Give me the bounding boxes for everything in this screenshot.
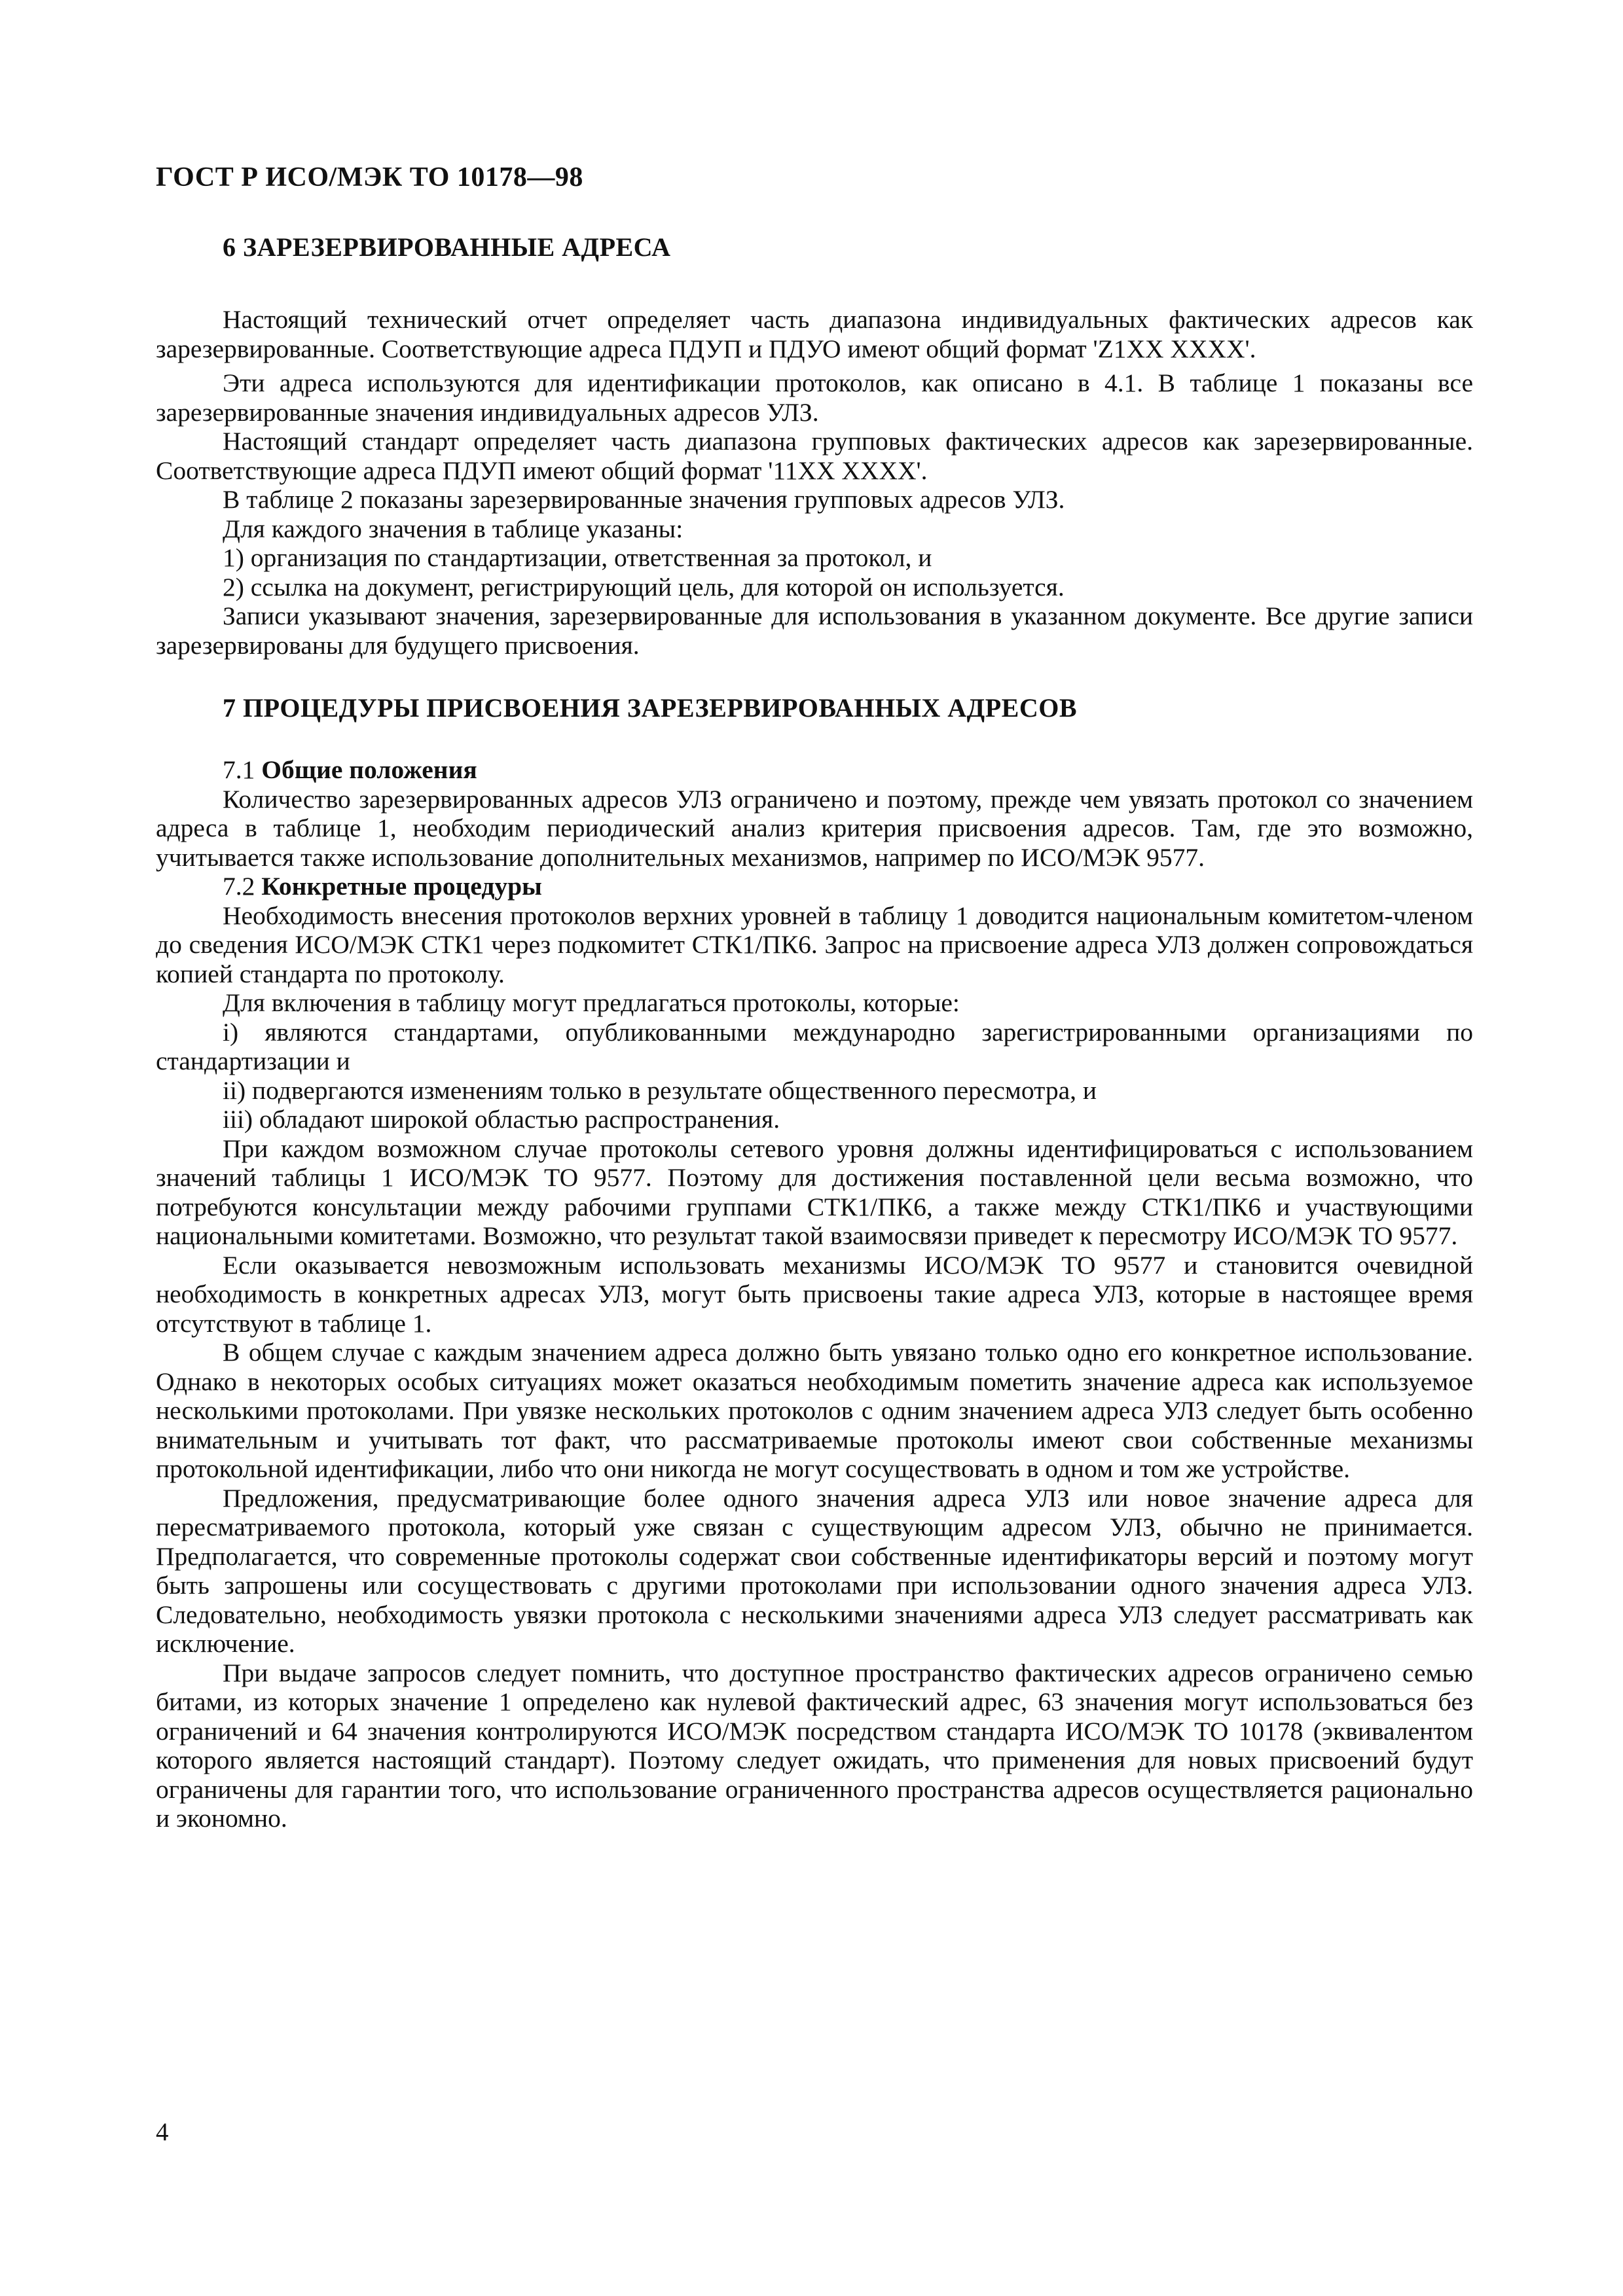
page-number: 4 <box>156 2118 169 2146</box>
subsection-7-2-heading <box>156 872 1473 901</box>
document-header: ГОСТ Р ИСО/МЭК ТО 10178—98 <box>156 162 583 192</box>
section-6-title: 6 ЗАРЕЗЕРВИРОВАННЫЕ АДРЕСА <box>223 232 671 262</box>
section-7-title: 7 ПРОЦЕДУРЫ ПРИСВОЕНИЯ ЗАРЕЗЕРВИРОВАННЫХ АДРЕСОВ <box>223 693 1077 723</box>
section-7-2-list-item: iii) обладают широкой областью распространения. <box>223 1105 780 1134</box>
section-7-2-paragraph: Для включения в таблицу могут предлагаться протоколы, которые: <box>223 988 960 1017</box>
section-7-2-paragraph: При каждом возможном случае протоколы сетевого уровня должны идентифицироваться с использованием значений таблицы 1 ИСО/МЭК ТО 9577. Поэтому для достижения поставленной цели весьма возможно, что потребуются консультации между рабочими группами СТК1/ПК6, а также между СТК1/ПК6 и участвующими национальными комитетами. Возможно, что результат такой взаимосвязи приведет к пересмотру ИСО/МЭК ТО 9577. <box>156 1134 1473 1250</box>
section-7-2-paragraph: Необходимость внесения протоколов верхних уровней в таблицу 1 доводится национальным комитетом-членом до сведения ИСО/МЭК СТК1 через подкомитет СТК1/ПК6. Запрос на присвоение адреса УЛЗ должен сопровождаться копией стандарта по протоколу. <box>156 901 1473 988</box>
section-7-2-paragraph: При выдаче запросов следует помнить, что доступное пространство фактических адресов ограничено семью битами, из которых значение 1 определено как нулевой фактический адрес, 63 значения могут использоваться без ограничений и 64 значения контролируются ИСО/МЭК посредством стандарта ИСО/МЭК ТО 10178 (эквивалентом которого является настоящий стандарт). Поэтому следует ожидать, что применения для новых присвоений будут ограничены для гарантии того, что использование ограниченного пространства адресов осуществляется рационально и экономно. <box>156 1658 1473 1833</box>
section-7-2-paragraph: В общем случае с каждым значением адреса должно быть увязано только одно его конкретное использование. Однако в некоторых особых ситуациях может оказаться необходимым пометить значение адреса как используемое несколькими протоколами. При увязке нескольких протоколов с одним значением адреса УЛЗ следует быть особенно внимательным и учитывать тот факт, что рассматриваемые протоколы имеют свои собственные механизмы протокольной идентификации, либо что они никогда не могут сосуществовать в одном и том же устройстве. <box>156 1338 1473 1483</box>
section-6-paragraph: Для каждого значения в таблице указаны: <box>223 514 684 543</box>
section-6-body <box>156 305 1473 660</box>
section-6-paragraph: Записи указывают значения, зарезервированные для использования в указанном документе. Все другие записи зарезервированы для будущего присвоения. <box>156 601 1473 660</box>
section-6-paragraph: Настоящий технический отчет определяет часть диапазона индивидуальных фактических адресов как зарезервированные. Соответствующие адреса ПДУП и ПДУО имеют общий формат 'Z1XX XXXX'. <box>156 305 1473 363</box>
subsection-number: 7.2 <box>223 872 255 901</box>
subsection-number: 7.1 <box>223 755 255 784</box>
section-6-paragraph: В таблице 2 показаны зарезервированные значения групповых адресов УЛЗ. <box>223 485 1065 514</box>
section-7-2-list-item: i) являются стандартами, опубликованными международно зарегистрированными организациями по стандартизации и <box>156 1017 1473 1075</box>
section-7-2 <box>156 872 1473 1833</box>
section-6-list-item: 1) организация по стандартизации, ответственная за протокол, и <box>223 543 932 572</box>
section-7-2-paragraph: Предложения, предусматривающие более одного значения адреса УЛЗ или новое значение адреса для пересматриваемого протокола, который уже связан с существующим адресом УЛЗ, обычно не принимается. Предполагается, что современные протоколы содержат свои собственные идентификаторы версий и поэтому могут быть запрошены или сосуществовать с другими протоколами при использовании одного значения адреса УЛЗ. Следовательно, необходимость увязки протокола с несколькими значениями адреса УЛЗ следует рассматривать как исключение. <box>156 1483 1473 1658</box>
section-7-2-list-item: ii) подвергаются изменениям только в результате общественного пересмотра, и <box>223 1075 1097 1105</box>
section-6-paragraph: Настоящий стандарт определяет часть диапазона групповых фактических адресов как зарезервированные. Соответствующие адреса ПДУП имеют общий формат '11XX XXXX'. <box>156 427 1473 485</box>
subsection-title: Конкретные процедуры <box>261 872 542 901</box>
section-6-list-item: 2) ссылка на документ, регистрирующий цель, для которой он используется. <box>223 572 1065 601</box>
section-7-1-paragraph: Количество зарезервированных адресов УЛЗ ограничено и поэтому, прежде чем увязать протокол со значением адреса в таблице 1, необходим периодический анализ критерия присвоения адресов. Там, где это возможно, учитывается также использование дополнительных механизмов, например по ИСО/МЭК 9577. <box>156 784 1473 872</box>
document-page <box>156 164 1473 1833</box>
subsection-title: Общие положения <box>261 755 477 784</box>
subsection-7-1-heading <box>156 755 1473 785</box>
section-6-paragraph: Эти адреса используются для идентификации протоколов, как описано в 4.1. В таблице 1 показаны все зарезервированные значения индивидуальных адресов УЛЗ. <box>156 368 1473 427</box>
section-7-1 <box>156 755 1473 872</box>
section-7-2-paragraph: Если оказывается невозможным использовать механизмы ИСО/МЭК ТО 9577 и становится очевидной необходимость в конкретных адресах УЛЗ, могут быть присвоены такие адреса УЛЗ, которые в настоящее время отсутствуют в таблице 1. <box>156 1250 1473 1338</box>
